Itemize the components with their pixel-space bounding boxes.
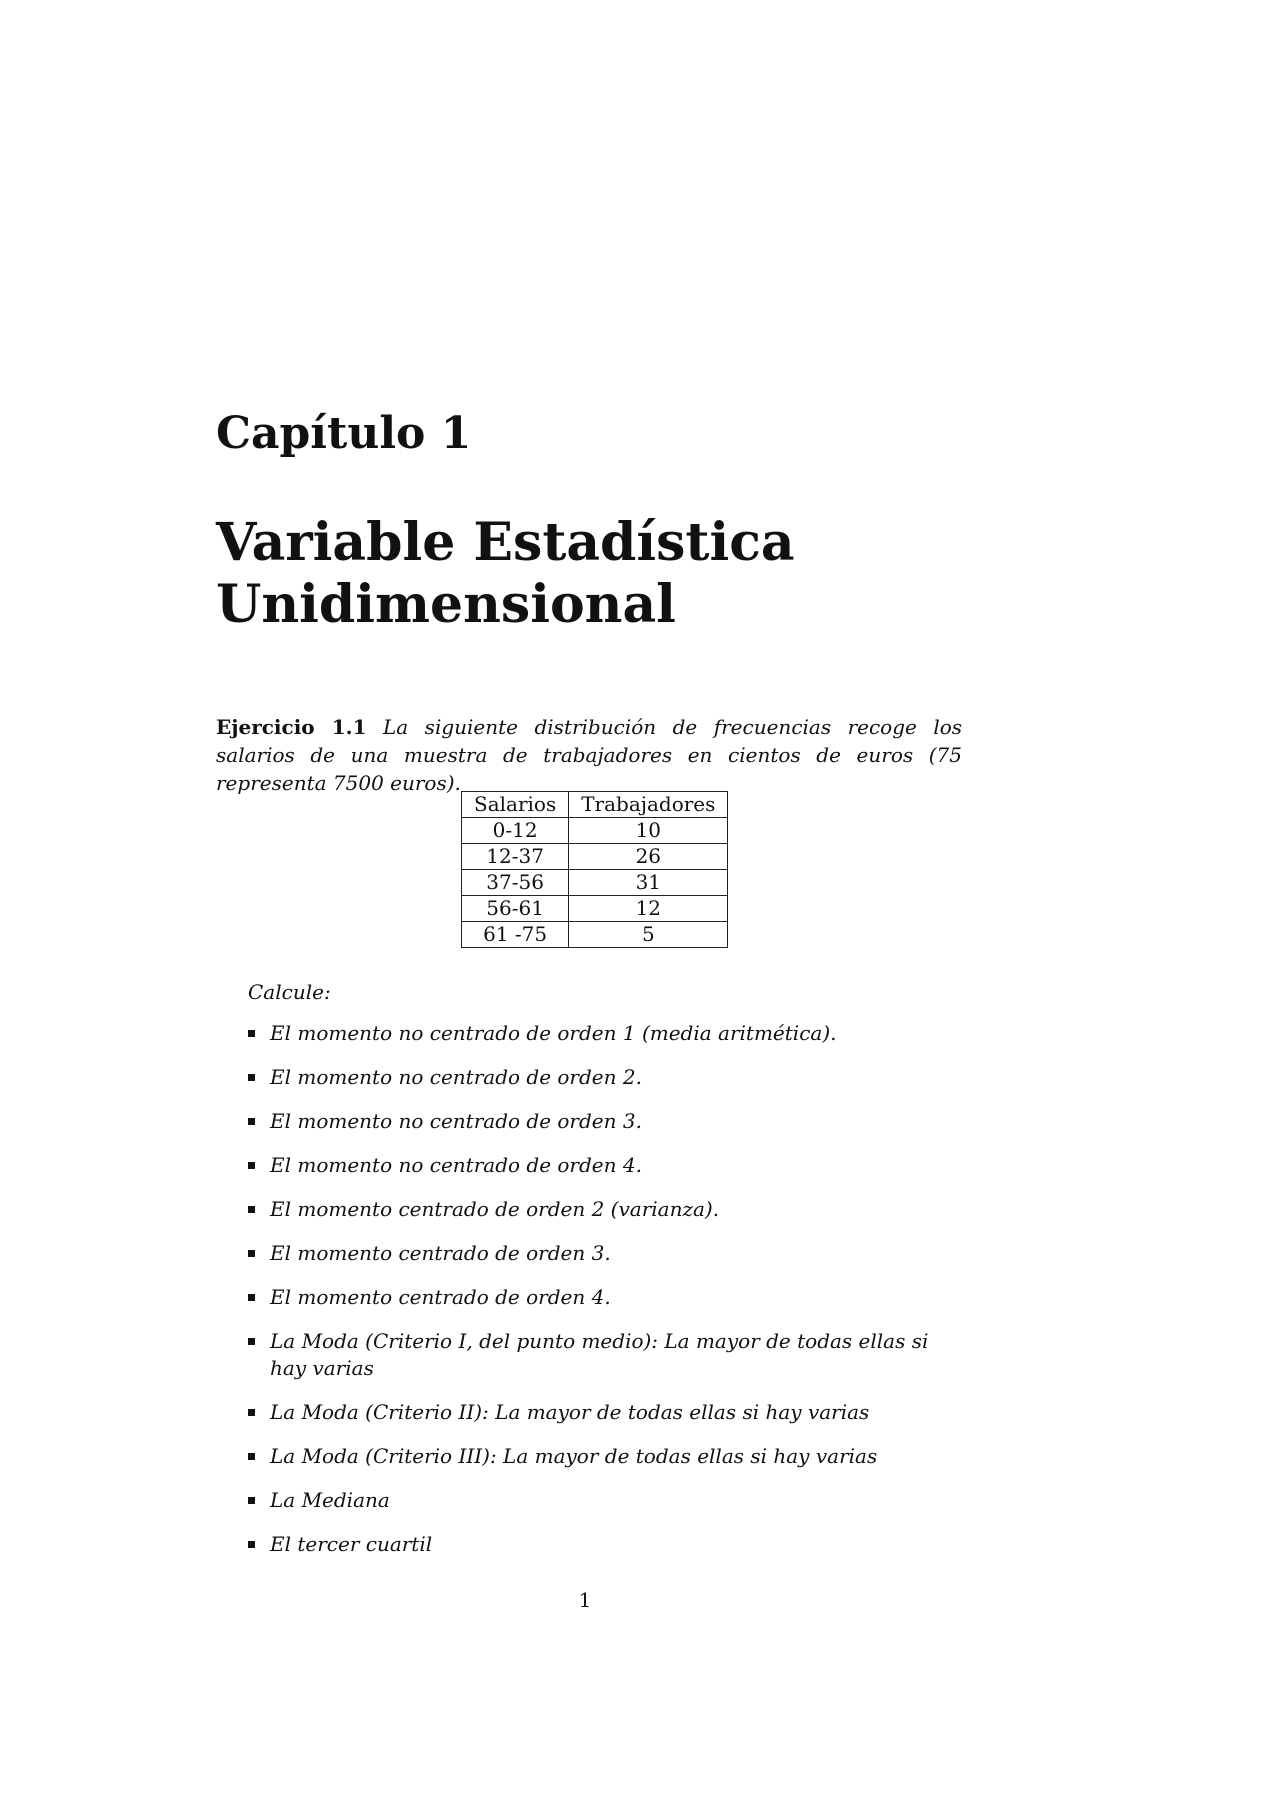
task-text: La Moda (Criterio I, del punto medio): La mayor de todas ellas si hay varias [270, 1329, 929, 1380]
salary-range-cell: 0-12 [462, 818, 569, 844]
salary-range-cell: 37-56 [462, 870, 569, 896]
table-row [462, 844, 728, 870]
list-item [248, 1443, 962, 1470]
chapter-label: Capítulo 1 [216, 408, 472, 459]
salary-range-cell: 61 -75 [462, 922, 569, 948]
task-text: La Moda (Criterio II): La mayor de todas ellas si hay varias [270, 1400, 870, 1424]
list-item [248, 1328, 962, 1382]
list-item [248, 1399, 962, 1426]
chapter-title [216, 512, 795, 636]
task-text: El momento no centrado de orden 4. [270, 1153, 642, 1177]
workers-count-cell: 31 [569, 870, 728, 896]
column-header-salarios: Salarios [462, 792, 569, 818]
bullet-square-icon [248, 1453, 255, 1460]
table-row [462, 896, 728, 922]
bullet-square-icon [248, 1074, 255, 1081]
table-row [462, 870, 728, 896]
task-text: El tercer cuartil [270, 1532, 433, 1556]
salary-range-cell: 56-61 [462, 896, 569, 922]
exercise-statement [216, 713, 962, 797]
task-text: El momento no centrado de orden 2. [270, 1065, 642, 1089]
task-text: El momento centrado de orden 4. [270, 1285, 611, 1309]
bullet-square-icon [248, 1497, 255, 1504]
bullet-square-icon [248, 1250, 255, 1257]
bullet-square-icon [248, 1541, 255, 1548]
list-item [248, 1196, 962, 1223]
table-row [462, 818, 728, 844]
workers-count-cell: 10 [569, 818, 728, 844]
task-text: El momento centrado de orden 3. [270, 1241, 611, 1265]
bullet-square-icon [248, 1206, 255, 1213]
column-header-trabajadores: Trabajadores [569, 792, 728, 818]
list-item [248, 1531, 962, 1558]
frequency-table [461, 791, 728, 948]
list-item [248, 1020, 962, 1047]
list-item [248, 1487, 962, 1514]
task-text: La Moda (Criterio III): La mayor de todas ellas si hay varias [270, 1444, 878, 1468]
task-text: La Mediana [270, 1488, 390, 1512]
list-item [248, 1108, 962, 1135]
task-text: El momento centrado de orden 2 (varianza). [270, 1197, 720, 1221]
chapter-title-line-2: Unidimensional [216, 574, 676, 635]
workers-count-cell: 5 [569, 922, 728, 948]
bullet-square-icon [248, 1162, 255, 1169]
chapter-title-line-1: Variable Estadística [216, 512, 795, 573]
bullet-square-icon [248, 1338, 255, 1345]
workers-count-cell: 26 [569, 844, 728, 870]
table-header-row [462, 792, 728, 818]
list-item [248, 1064, 962, 1091]
task-text: El momento no centrado de orden 1 (media aritmética). [270, 1021, 837, 1045]
workers-count-cell: 12 [569, 896, 728, 922]
calculate-label: Calcule: [248, 980, 331, 1004]
list-item [248, 1284, 962, 1311]
list-item [248, 1152, 962, 1179]
bullet-square-icon [248, 1118, 255, 1125]
exercise-text: La siguiente distribución de frecuencias recoge los salarios de una muestra de trabajadores en cientos de euros (75 representa 7500 euros). [216, 715, 963, 795]
list-item [248, 1240, 962, 1267]
table-row [462, 922, 728, 948]
task-list [248, 1020, 962, 1575]
bullet-square-icon [248, 1409, 255, 1416]
page-number: 1 [578, 1588, 592, 1612]
salary-range-cell: 12-37 [462, 844, 569, 870]
exercise-label: Ejercicio 1.1 [216, 715, 367, 739]
bullet-square-icon [248, 1294, 255, 1301]
bullet-square-icon [248, 1030, 255, 1037]
task-text: El momento no centrado de orden 3. [270, 1109, 642, 1133]
